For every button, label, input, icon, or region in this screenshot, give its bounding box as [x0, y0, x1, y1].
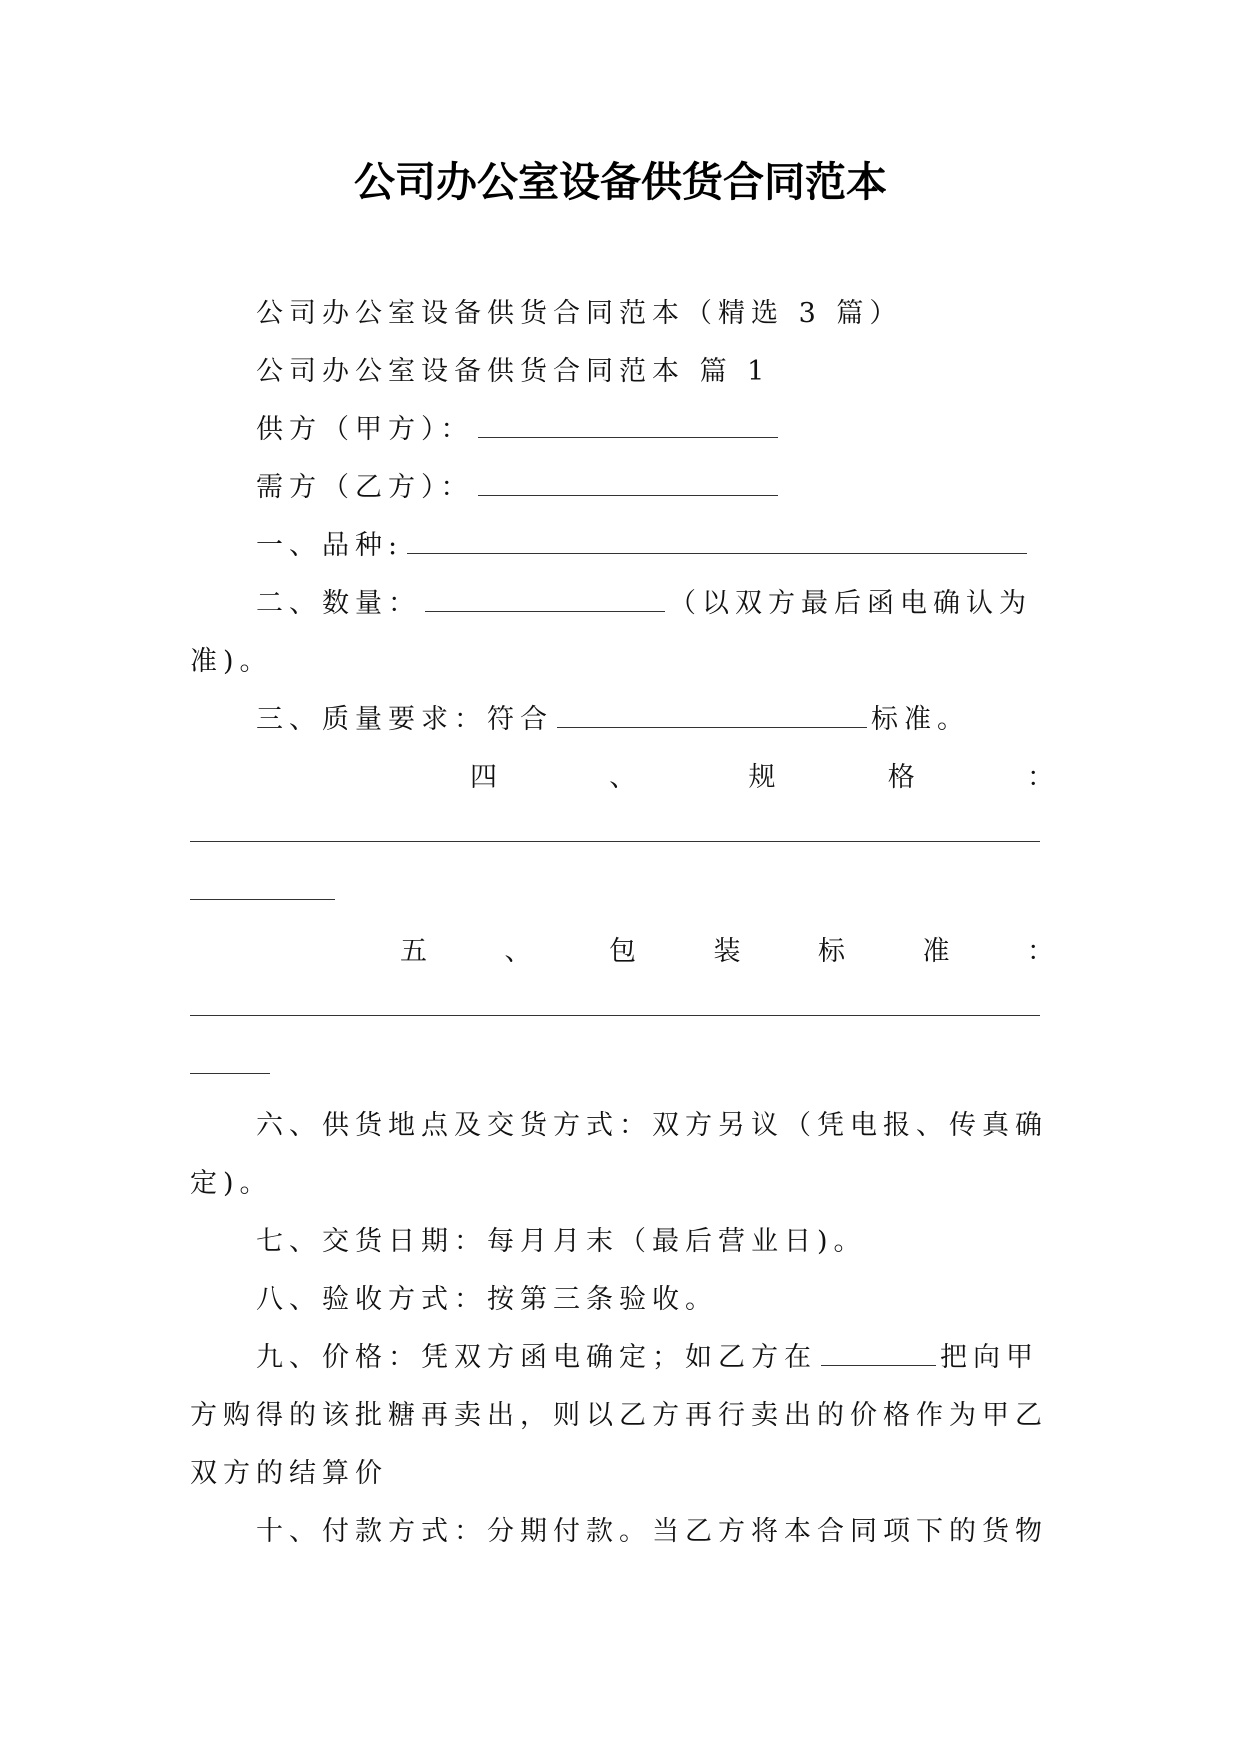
item9-label: 九、价格：凭双方函电确定；如乙方在	[256, 1342, 817, 1373]
item6-line: 六、供货地点及交货方式：双方另议（凭电报、传真确	[256, 1110, 1048, 1141]
item3-suffix: 标准。	[871, 704, 970, 735]
item9-line-2: 方购得的该批糖再卖出，则以乙方再行卖出的价格作为甲乙	[190, 1400, 1048, 1431]
item1-line	[190, 517, 1060, 575]
item3-line	[190, 691, 1060, 749]
section-heading: 公司办公室设备供货合同范本 篇 1	[256, 356, 771, 387]
subtitle: 公司办公室设备供货合同范本（精选 3 篇）	[256, 298, 903, 329]
item3-label: 三、质量要求：符合	[256, 704, 553, 735]
item4-char: 格	[887, 762, 921, 793]
item4-char: 四	[470, 762, 503, 793]
item9-blank	[821, 1347, 936, 1366]
item2-line	[190, 575, 1060, 633]
buyer-line	[190, 459, 1060, 517]
item5-blank-short	[190, 1039, 270, 1074]
item7-line: 七、交货日期：每月月末（最后营业日)。	[256, 1226, 867, 1257]
item1-blank	[407, 535, 1027, 554]
item8-line: 八、验收方式：按第三条验收。	[256, 1284, 718, 1315]
buyer-blank	[478, 477, 778, 496]
item4-blank-line	[190, 807, 1060, 865]
document-body	[190, 285, 1060, 1561]
item5-char: 五	[400, 936, 433, 967]
item5-char: 准	[922, 936, 956, 967]
item5-char: 包	[609, 936, 642, 967]
item4-blank-short	[190, 865, 335, 900]
item5-char: 、	[504, 936, 538, 967]
item4-blank	[190, 807, 1040, 842]
item10-line: 十、付款方式：分期付款。当乙方将本合同项下的货物	[256, 1516, 1048, 1547]
item2-continuation: 准)。	[190, 646, 273, 677]
item5-char: ：	[1027, 936, 1060, 967]
item5-char: 装	[713, 936, 747, 967]
item4-char: 、	[609, 762, 643, 793]
item4-blank-line-2	[190, 865, 1060, 923]
item4-char: 规	[748, 762, 782, 793]
item3-blank	[557, 709, 867, 728]
item2-blank	[425, 593, 665, 612]
item6-continuation: 定)。	[190, 1168, 273, 1199]
supplier-blank	[478, 419, 778, 438]
item5-blank-line-2	[190, 1039, 1060, 1097]
buyer-label: 需方（乙方）：	[256, 472, 474, 503]
document-title: 公司办公室设备供货合同范本	[354, 158, 887, 206]
item5-blank-line	[190, 981, 1060, 1039]
item4-heading	[190, 749, 1060, 807]
item4-char: ：	[1027, 762, 1060, 793]
item5-char: 标	[818, 936, 851, 967]
item2-label: 二、数量：	[256, 588, 421, 619]
item9-line-3: 双方的结算价	[190, 1458, 388, 1489]
item1-label: 一、品种:	[256, 530, 404, 561]
item5-blank	[190, 981, 1040, 1016]
item9-line	[190, 1329, 1060, 1387]
item9-suffix: 把向甲	[940, 1342, 1039, 1373]
item5-heading	[190, 923, 1060, 981]
item2-suffix: （以双方最后函电确认为	[669, 588, 1032, 619]
supplier-label: 供方（甲方）：	[256, 414, 474, 445]
supplier-line	[190, 401, 1060, 459]
